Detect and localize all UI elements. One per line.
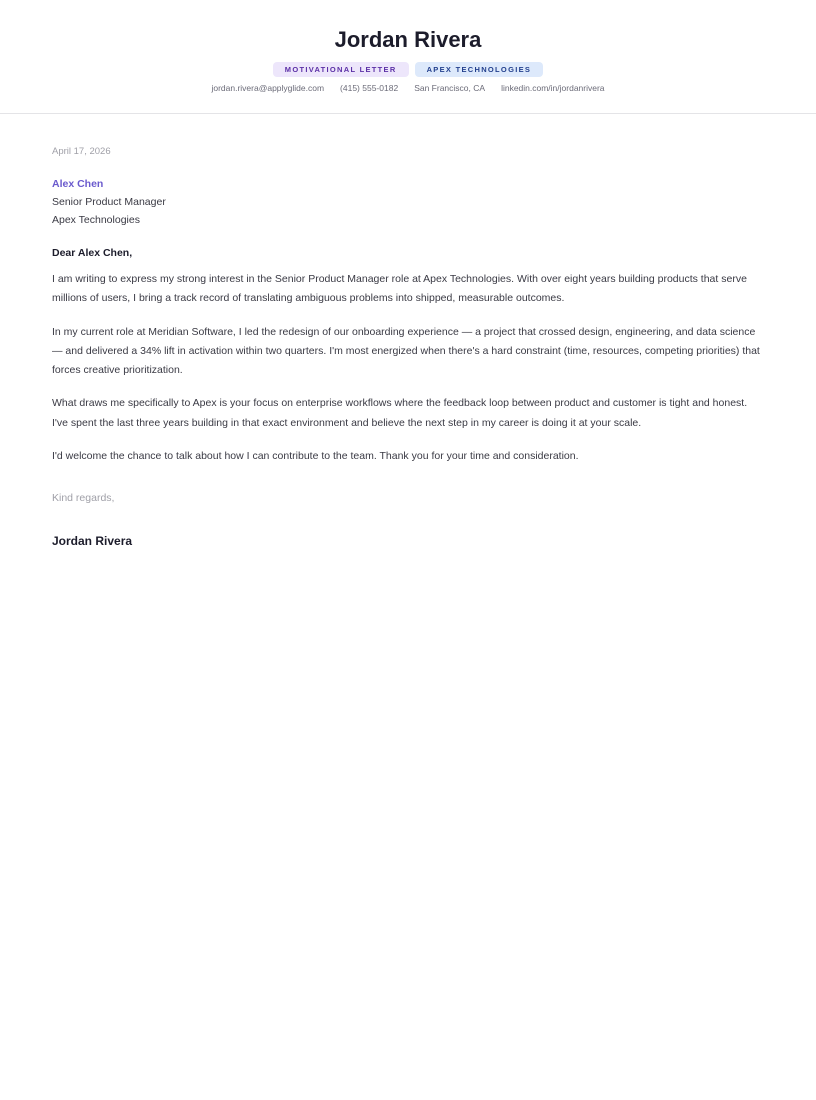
contact-row xyxy=(0,83,816,93)
applicant-name: Jordan Rivera xyxy=(334,27,482,52)
contact-email[interactable]: jordan.rivera@applyglide.com xyxy=(211,83,325,93)
contact-linkedin[interactable]: linkedin.com/in/jordanrivera xyxy=(501,83,605,93)
recipient-block xyxy=(52,175,764,229)
tag-row xyxy=(0,62,816,77)
paragraph: I'd welcome the chance to talk about how I can contribute to the team. Thank you for your time and consideration. xyxy=(52,450,579,463)
recipient-title: Senior Product Manager xyxy=(52,196,166,208)
document-type-badge: MOTIVATIONAL LETTER xyxy=(273,62,409,77)
letter-date: April 17, 2026 xyxy=(52,146,111,157)
signature: Jordan Rivera xyxy=(52,534,133,549)
recipient-company: Apex Technologies xyxy=(52,214,140,226)
closing: Kind regards, xyxy=(52,492,115,505)
contact-phone: (415) 555-0182 xyxy=(340,83,399,93)
paragraph: I am writing to express my strong interest in the Senior Product Manager role at Apex Technologies. With over eight years building products that serve millions of users, I bring a track record of translating ambiguous problems into shipped, measurable outcomes. xyxy=(52,273,747,305)
letter-header xyxy=(0,0,816,114)
company-badge: APEX TECHNOLOGIES xyxy=(415,62,544,77)
salutation: Dear Alex Chen, xyxy=(52,247,133,259)
paragraph: What draws me specifically to Apex is your focus on enterprise workflows where the feedback loop between product and customer is tight and honest. I've spent the last three years building in that exact environment and believe the next step in my career is doing it at your scale. xyxy=(52,397,748,429)
paragraphs xyxy=(52,270,764,466)
letter-body xyxy=(0,114,816,548)
recipient-name: Alex Chen xyxy=(52,178,104,190)
paragraph: In my current role at Meridian Software, I led the redesign of our onboarding experience — a project that crossed design, engineering, and data science — and delivered a 34% lift in activation within two quarters. I'm most energized when there's a hard constraint (time, resources, competing priorities) that forces creative prioritization. xyxy=(52,325,760,377)
contact-location: San Francisco, CA xyxy=(414,83,486,93)
